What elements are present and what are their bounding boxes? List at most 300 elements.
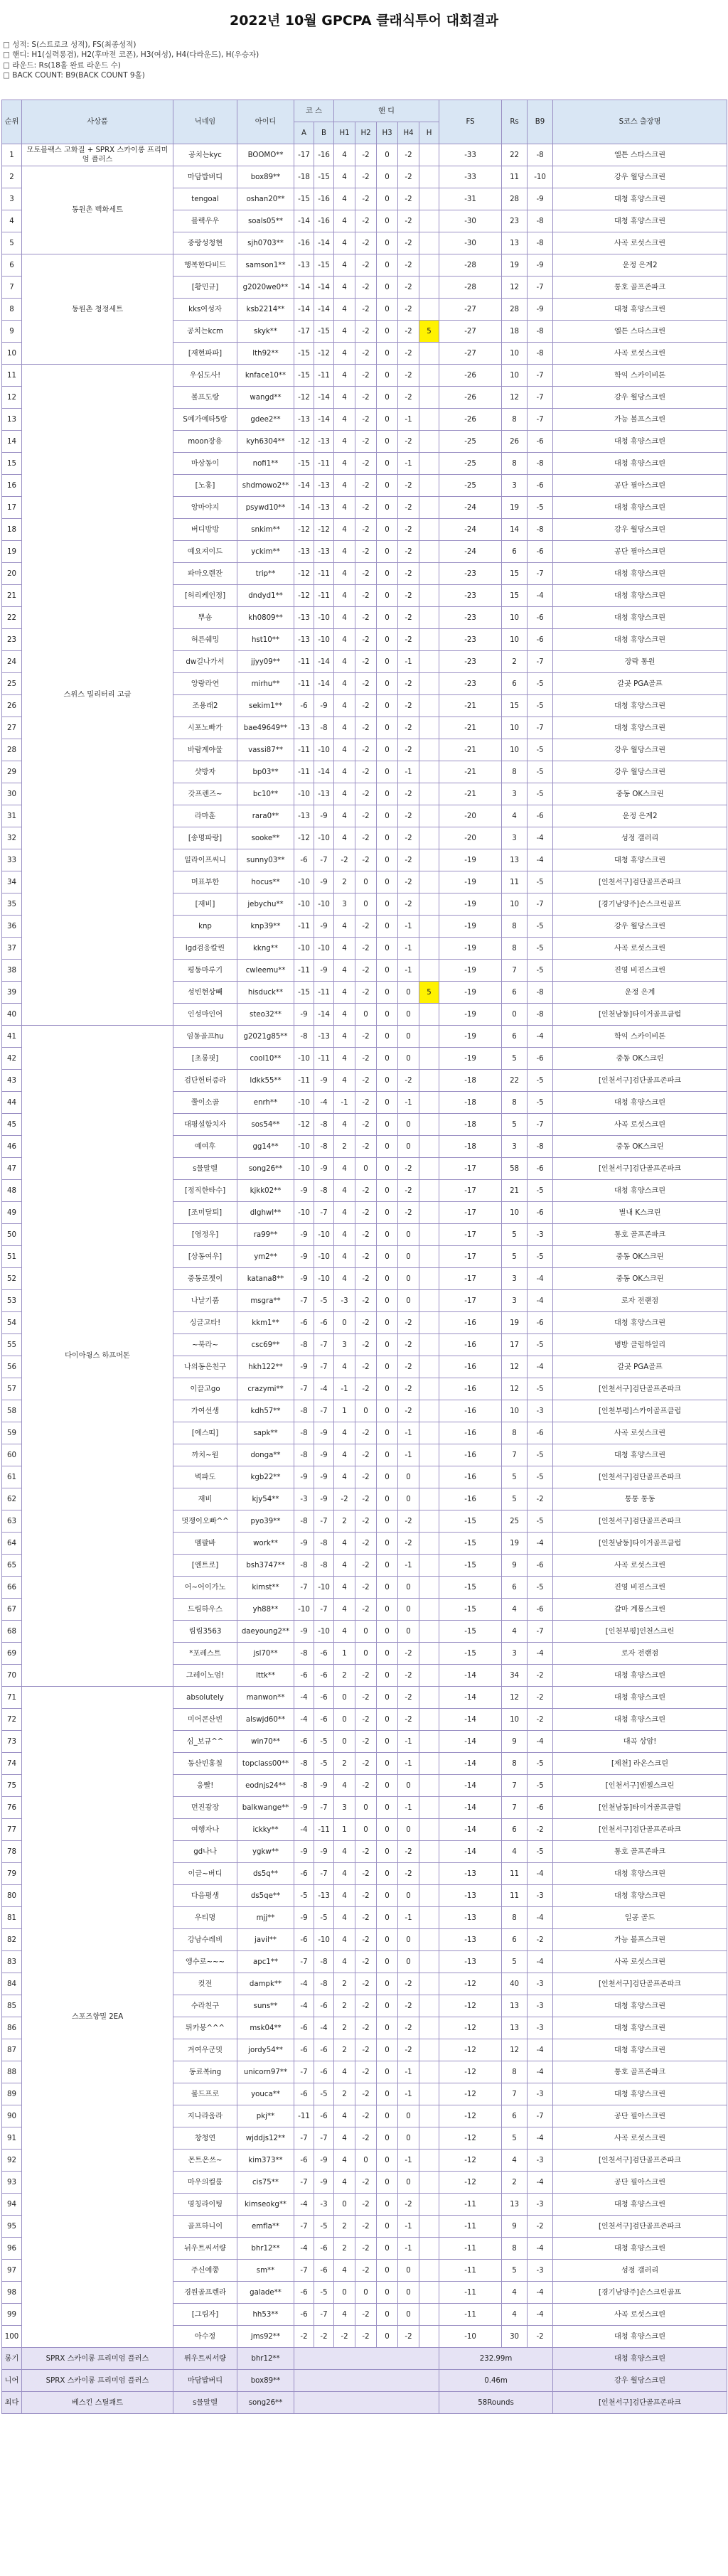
cell-nickname: [정직한타수]: [173, 1180, 237, 1202]
cell-h4: 0: [398, 1819, 419, 1841]
cell-h4: -2: [398, 497, 419, 519]
cell-h2: -2: [355, 607, 377, 629]
cell-h3: 0: [377, 1136, 398, 1158]
cell-fs: -17: [439, 1246, 502, 1268]
cell-fs: -30: [439, 210, 502, 232]
cell-h: [419, 1290, 439, 1312]
cell-course-played: 대청 휴양스크린: [553, 2326, 727, 2348]
cell-rs: 8: [502, 916, 528, 938]
cell-sponsor: 스위스 밀리터리 고글: [22, 365, 173, 1026]
cell-rank: 53: [2, 1290, 22, 1312]
cell-id: emfla**: [237, 2216, 294, 2238]
cell-h4: -2: [398, 299, 419, 321]
cell-nickname: 임동골프hu: [173, 1026, 237, 1048]
cell-id: bae49649**: [237, 717, 294, 739]
cell-b9: -5: [528, 1577, 553, 1599]
cell-rank: 67: [2, 1599, 22, 1621]
cell-nickname: 웅빨!: [173, 1775, 237, 1797]
cell-rank: 51: [2, 1246, 22, 1268]
cell-rank: 63: [2, 1510, 22, 1533]
cell-nickname: [황민규]: [173, 277, 237, 299]
cell-h1: 4: [334, 519, 355, 541]
cell-course-a: -9: [294, 1356, 314, 1378]
cell-h3: 0: [377, 761, 398, 783]
cell-h1: 0: [334, 1312, 355, 1334]
cell-course-b: -6: [314, 2105, 334, 2127]
cell-rank: 33: [2, 849, 22, 871]
cell-h4: -2: [398, 1356, 419, 1378]
cell-h3: 0: [377, 1466, 398, 1488]
cell-course-a: -7: [294, 1378, 314, 1400]
cell-rank: 4: [2, 210, 22, 232]
cell-h3: 0: [377, 827, 398, 849]
cell-course-a: -13: [294, 254, 314, 277]
cell-b9: -3: [528, 2083, 553, 2105]
cell-b9: -6: [528, 1797, 553, 1819]
cell-h3: 0: [377, 1444, 398, 1466]
cell-h1: 1: [334, 1819, 355, 1841]
cell-h: [419, 1555, 439, 1577]
cell-h1: 4: [334, 673, 355, 695]
cell-h2: -2: [355, 1731, 377, 1753]
legend-notes: [3, 40, 721, 81]
cell-h2: -2: [355, 2216, 377, 2238]
cell-h1: 4: [334, 2150, 355, 2172]
cell-h: [419, 1665, 439, 1687]
cell-rank: 28: [2, 739, 22, 761]
cell-course-b: -5: [314, 2282, 334, 2304]
cell-course-played: 강우 월당스크린: [553, 519, 727, 541]
cell-fs: -27: [439, 343, 502, 365]
cell-fs: -19: [439, 871, 502, 893]
cell-award-value: 232.99m: [439, 2348, 553, 2370]
cell-h: [419, 761, 439, 783]
cell-b9: -6: [528, 1555, 553, 1577]
cell-fs: -21: [439, 761, 502, 783]
cell-course-b: -2: [314, 2326, 334, 2348]
cell-h2: -2: [355, 629, 377, 651]
cell-id: knp39**: [237, 916, 294, 938]
cell-h1: 4: [334, 1444, 355, 1466]
cell-b9: -5: [528, 1466, 553, 1488]
cell-fs: -23: [439, 629, 502, 651]
cell-fs: -18: [439, 1114, 502, 1136]
cell-h3: 0: [377, 1687, 398, 1709]
cell-rs: 9: [502, 2216, 528, 2238]
cell-b9: -7: [528, 2105, 553, 2127]
cell-h1: 2: [334, 2083, 355, 2105]
cell-h4: -1: [398, 2061, 419, 2083]
cell-b9: -5: [528, 1775, 553, 1797]
cell-rs: 15: [502, 585, 528, 607]
cell-course-b: -8: [314, 1951, 334, 1973]
cell-rs: 10: [502, 1709, 528, 1731]
cell-h3: 0: [377, 2304, 398, 2326]
cell-h1: 0: [334, 2282, 355, 2304]
cell-h1: 4: [334, 1114, 355, 1136]
cell-h3: 0: [377, 1775, 398, 1797]
cell-rank: 44: [2, 1092, 22, 1114]
cell-h4: -2: [398, 1378, 419, 1400]
cell-nickname: 블랙우우: [173, 210, 237, 232]
cell-fs: -21: [439, 717, 502, 739]
cell-course-a: -6: [294, 1731, 314, 1753]
cell-nickname: S예가예타5랑: [173, 409, 237, 431]
cell-h2: -2: [355, 1841, 377, 1863]
cell-course-b: -9: [314, 695, 334, 717]
cell-nickname: ~북라~: [173, 1334, 237, 1356]
cell-h1: 4: [334, 1466, 355, 1488]
cell-h: [419, 409, 439, 431]
cell-course-b: -7: [314, 1863, 334, 1885]
cell-fs: -19: [439, 1026, 502, 1048]
cell-fs: -24: [439, 541, 502, 563]
cell-fs: -12: [439, 1973, 502, 1995]
cell-course-played: 강우 월당스크린: [553, 761, 727, 783]
cell-fs: -16: [439, 1466, 502, 1488]
cell-rs: 11: [502, 871, 528, 893]
cell-course-played: [인천부평]인천스크린: [553, 1621, 727, 1643]
cell-course-played: [인천서구]검단골프존파크: [553, 871, 727, 893]
cell-id: donga**: [237, 1444, 294, 1466]
cell-rs: 12: [502, 1687, 528, 1709]
cell-course-played: 병방 클럽하일리: [553, 1334, 727, 1356]
cell-id: ldkk55**: [237, 1070, 294, 1092]
cell-rs: 34: [502, 1665, 528, 1687]
header-b9: B9: [528, 100, 553, 144]
cell-course-b: -10: [314, 1224, 334, 1246]
cell-nickname: 파마오렌잔: [173, 563, 237, 585]
cell-b9: -3: [528, 1400, 553, 1422]
cell-h1: 4: [334, 717, 355, 739]
cell-course-played: [제천] 라온스크린: [553, 1753, 727, 1775]
cell-course-played: 대청 휴양스크린: [553, 188, 727, 210]
cell-course-a: -9: [294, 1268, 314, 1290]
cell-fs: -12: [439, 2061, 502, 2083]
cell-rank: 84: [2, 1973, 22, 1995]
cell-h3: 0: [377, 1422, 398, 1444]
cell-h1: 4: [334, 916, 355, 938]
cell-b9: -7: [528, 409, 553, 431]
cell-rank: 90: [2, 2105, 22, 2127]
cell-rs: 4: [502, 1621, 528, 1643]
cell-h2: -2: [355, 2238, 377, 2260]
cell-h4: -2: [398, 827, 419, 849]
cell-rank: 70: [2, 1665, 22, 1687]
cell-b9: -4: [528, 1268, 553, 1290]
cell-rank: 47: [2, 1158, 22, 1180]
cell-h3: 0: [377, 563, 398, 585]
cell-course-played: 가능 볼프스크린: [553, 1929, 727, 1951]
cell-rank: 41: [2, 1026, 22, 1048]
cell-course-b: -7: [314, 1334, 334, 1356]
cell-fs: -12: [439, 2127, 502, 2150]
cell-h2: -2: [355, 1246, 377, 1268]
cell-nickname: 인성마인어: [173, 1004, 237, 1026]
cell-h: [419, 1158, 439, 1180]
cell-course-a: -11: [294, 739, 314, 761]
cell-rs: 28: [502, 299, 528, 321]
cell-b9: -8: [528, 210, 553, 232]
cell-rank: 100: [2, 2326, 22, 2348]
cell-nickname: 림림3563: [173, 1621, 237, 1643]
cell-rs: 18: [502, 321, 528, 343]
cell-rank: 24: [2, 651, 22, 673]
cell-h3: 0: [377, 1841, 398, 1863]
cell-id: kimst**: [237, 1577, 294, 1599]
cell-course-a: -11: [294, 651, 314, 673]
cell-nickname: 동료복ing: [173, 2061, 237, 2083]
cell-h2: -2: [355, 1555, 377, 1577]
cell-h1: 4: [334, 1158, 355, 1180]
cell-rs: 13: [502, 232, 528, 254]
cell-id: g2021g85**: [237, 1026, 294, 1048]
cell-h: [419, 2017, 439, 2039]
cell-h: [419, 1488, 439, 1510]
cell-course-played: 사곡 로섯스크린: [553, 2304, 727, 2326]
cell-id: kjy54**: [237, 1488, 294, 1510]
cell-rank: 43: [2, 1070, 22, 1092]
cell-course-played: 중동 OK스크린: [553, 1136, 727, 1158]
cell-course-played: 대청 휴양스크린: [553, 1092, 727, 1114]
cell-h4: 0: [398, 1599, 419, 1621]
cell-award-value: 0.46m: [439, 2370, 553, 2392]
cell-course-b: -4: [314, 1092, 334, 1114]
cell-course-b: -15: [314, 321, 334, 343]
cell-h2: -2: [355, 2105, 377, 2127]
cell-nickname: 겨여우군밋: [173, 2039, 237, 2061]
cell-course-a: -11: [294, 916, 314, 938]
cell-course-b: -9: [314, 1070, 334, 1092]
cell-fs: -20: [439, 805, 502, 827]
cell-course-a: -4: [294, 1973, 314, 1995]
cell-b9: -9: [528, 188, 553, 210]
cell-rs: 8: [502, 2238, 528, 2260]
cell-course-b: -8: [314, 1136, 334, 1158]
cell-h2: -2: [355, 1378, 377, 1400]
cell-fs: -12: [439, 2150, 502, 2172]
cell-h2: -2: [355, 1775, 377, 1797]
cell-h4: -2: [398, 1510, 419, 1533]
cell-id: kdh57**: [237, 1400, 294, 1422]
cell-rank: 22: [2, 607, 22, 629]
cell-award-blank: [294, 2392, 439, 2414]
cell-course-b: -6: [314, 2061, 334, 2083]
cell-course-a: -14: [294, 497, 314, 519]
cell-h: [419, 1995, 439, 2017]
cell-h1: 4: [334, 1621, 355, 1643]
cell-h1: 4: [334, 475, 355, 497]
cell-course-a: -11: [294, 2105, 314, 2127]
cell-nickname: knp: [173, 916, 237, 938]
cell-h2: -2: [355, 960, 377, 982]
cell-h1: 4: [334, 1246, 355, 1268]
cell-rs: 3: [502, 1643, 528, 1665]
cell-fs: -19: [439, 849, 502, 871]
cell-course-b: -12: [314, 343, 334, 365]
cell-b9: -5: [528, 1841, 553, 1863]
cell-h1: 4: [334, 739, 355, 761]
cell-h4: -2: [398, 2194, 419, 2216]
cell-rank: 11: [2, 365, 22, 387]
cell-id: g2020we0**: [237, 277, 294, 299]
cell-h3: 0: [377, 717, 398, 739]
cell-nickname: 마우의컬룸: [173, 2172, 237, 2194]
cell-b9: -5: [528, 1334, 553, 1356]
header-sponsor: 사상품: [22, 100, 173, 144]
cell-nickname: 대평설함치자: [173, 1114, 237, 1136]
cell-course-played: 공단 필아스크린: [553, 2172, 727, 2194]
cell-h1: -2: [334, 1488, 355, 1510]
cell-h: [419, 1400, 439, 1422]
cell-nickname: absolutely: [173, 1687, 237, 1709]
cell-h4: -2: [398, 1709, 419, 1731]
cell-h1: 4: [334, 277, 355, 299]
cell-rank: 37: [2, 938, 22, 960]
cell-h: [419, 1180, 439, 1202]
cell-h3: 0: [377, 254, 398, 277]
cell-h3: 0: [377, 277, 398, 299]
cell-rs: 3: [502, 827, 528, 849]
cell-h3: 0: [377, 1621, 398, 1643]
cell-course-a: -15: [294, 365, 314, 387]
cell-h3: 0: [377, 1665, 398, 1687]
cell-course-a: -9: [294, 1841, 314, 1863]
cell-rs: 13: [502, 849, 528, 871]
cell-b9: -3: [528, 2260, 553, 2282]
cell-h1: -2: [334, 849, 355, 871]
cell-nickname: 여행자나: [173, 1819, 237, 1841]
cell-h: [419, 1819, 439, 1841]
cell-h4: -2: [398, 365, 419, 387]
cell-rs: 14: [502, 519, 528, 541]
cell-h: [419, 1004, 439, 1026]
cell-id: mirhu**: [237, 673, 294, 695]
cell-course-played: 사곡 로섯스크린: [553, 938, 727, 960]
cell-b9: -7: [528, 563, 553, 585]
cell-h3: 0: [377, 585, 398, 607]
cell-course-played: 운정 은계: [553, 982, 727, 1004]
cell-fs: -17: [439, 1268, 502, 1290]
cell-h3: 0: [377, 1643, 398, 1665]
cell-h4: -2: [398, 673, 419, 695]
cell-fs: -10: [439, 2326, 502, 2348]
cell-course-b: -10: [314, 827, 334, 849]
cell-nickname: 컷전: [173, 1973, 237, 1995]
cell-h2: -2: [355, 849, 377, 871]
cell-h: [419, 1621, 439, 1643]
cell-course-b: -5: [314, 2216, 334, 2238]
cell-h: [419, 585, 439, 607]
cell-course-a: -7: [294, 1951, 314, 1973]
cell-course-a: -17: [294, 144, 314, 166]
header-fs: FS: [439, 100, 502, 144]
cell-course-a: -7: [294, 2216, 314, 2238]
cell-course-played: 대곡 상암!: [553, 1731, 727, 1753]
table-row: [2, 144, 727, 166]
cell-course-a: -15: [294, 453, 314, 475]
cell-course-a: -6: [294, 1312, 314, 1334]
cell-nickname: 라마훈: [173, 805, 237, 827]
cell-h3: 0: [377, 1246, 398, 1268]
cell-h3: 0: [377, 1290, 398, 1312]
cell-course-played: 강우 월당스크린: [553, 916, 727, 938]
cell-b9: -3: [528, 1995, 553, 2017]
cell-rs: 3: [502, 1136, 528, 1158]
cell-h: [419, 1533, 439, 1555]
cell-h2: 0: [355, 2282, 377, 2304]
cell-fs: -19: [439, 893, 502, 916]
cell-course-b: -13: [314, 475, 334, 497]
cell-course-a: -15: [294, 982, 314, 1004]
cell-course-played: 일공 골드: [553, 1907, 727, 1929]
cell-course-b: -14: [314, 387, 334, 409]
cell-fs: -20: [439, 827, 502, 849]
cell-id: BOOMO**: [237, 144, 294, 166]
cell-fs: -13: [439, 1885, 502, 1907]
cell-course-a: -6: [294, 2039, 314, 2061]
cell-h2: -2: [355, 1224, 377, 1246]
cell-course-played: 대청 휴양스크린: [553, 1885, 727, 1907]
cell-h: [419, 1599, 439, 1621]
cell-nickname: 중동로젯이: [173, 1268, 237, 1290]
cell-h: [419, 1577, 439, 1599]
cell-course-played: 대청 휴양스크린: [553, 210, 727, 232]
cell-course-played: 공단 필아스크린: [553, 2105, 727, 2127]
cell-rank: 17: [2, 497, 22, 519]
cell-course-played: 대청 휴양스크린: [553, 2017, 727, 2039]
cell-rs: 3: [502, 1290, 528, 1312]
cell-h1: 4: [334, 365, 355, 387]
cell-h: [419, 827, 439, 849]
cell-rs: 8: [502, 938, 528, 960]
cell-h3: 0: [377, 607, 398, 629]
cell-course-b: -9: [314, 1466, 334, 1488]
cell-fs: -17: [439, 1158, 502, 1180]
cell-h4: 0: [398, 1621, 419, 1643]
cell-sponsor: 모토블랙스 고화질 + SPRX 스카이롱 프리미엄 플러스: [22, 144, 173, 166]
cell-fs: -25: [439, 453, 502, 475]
cell-course-played: 대청 휴양스크린: [553, 2083, 727, 2105]
cell-nickname: 명칭라이팅: [173, 2194, 237, 2216]
cell-course-a: -11: [294, 761, 314, 783]
cell-course-a: -8: [294, 1753, 314, 1775]
cell-rank: 57: [2, 1378, 22, 1400]
cell-b9: -5: [528, 497, 553, 519]
cell-h1: 2: [334, 1995, 355, 2017]
cell-h3: 0: [377, 2127, 398, 2150]
cell-course-b: -9: [314, 916, 334, 938]
cell-award-nickname: 마담밥버디: [173, 2370, 237, 2392]
cell-course-a: -4: [294, 2194, 314, 2216]
cell-id: galade**: [237, 2282, 294, 2304]
cell-rs: 7: [502, 1797, 528, 1819]
cell-fs: -17: [439, 1180, 502, 1202]
cell-course-a: -3: [294, 1488, 314, 1510]
cell-course-a: -6: [294, 1929, 314, 1951]
cell-rank: 45: [2, 1114, 22, 1136]
cell-course-played: 별내 K스크린: [553, 1202, 727, 1224]
cell-course-b: -4: [314, 1378, 334, 1400]
header-h3: H3: [377, 122, 398, 144]
cell-h4: -2: [398, 1863, 419, 1885]
cell-fs: -12: [439, 2105, 502, 2127]
cell-award-id: song26**: [237, 2392, 294, 2414]
cell-h3: 0: [377, 2017, 398, 2039]
cell-course-b: -7: [314, 1510, 334, 1533]
cell-course-played: 대청 휴양스크린: [553, 607, 727, 629]
cell-fs: -16: [439, 1334, 502, 1356]
